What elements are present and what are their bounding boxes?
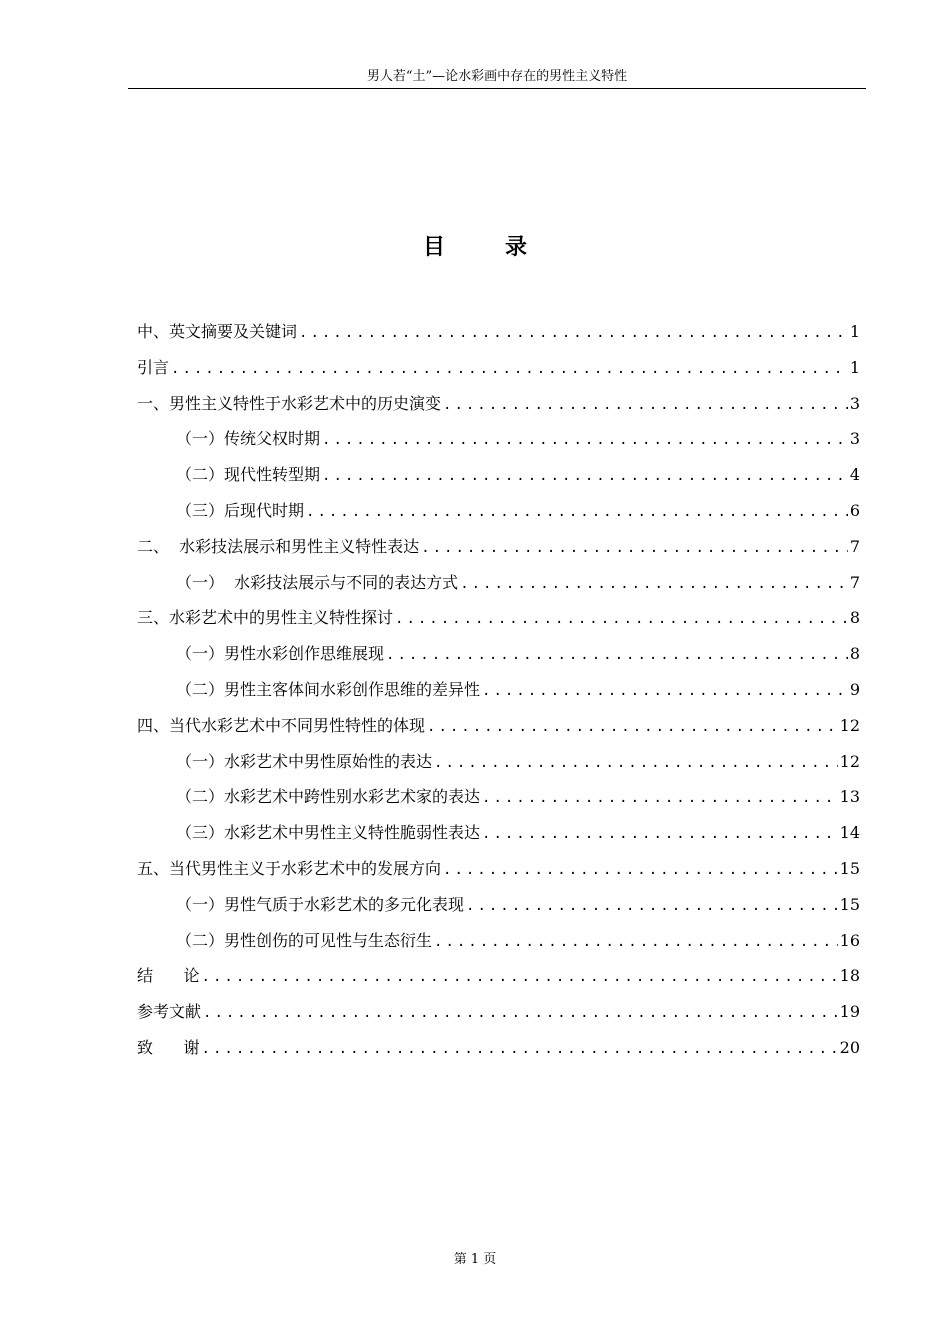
toc-dot-leader xyxy=(443,853,838,889)
toc-entry-label: （一） 水彩技法展示与不同的表达方式 xyxy=(176,572,459,592)
toc-entry-label: （二）男性创伤的可见性与生态衍生 xyxy=(176,930,433,950)
toc-entry[interactable] xyxy=(137,493,860,529)
toc-entry-label: 引言 xyxy=(137,357,170,377)
toc-entry-label: 参考文献 xyxy=(137,1002,202,1022)
toc-entry-page: 13 xyxy=(839,787,860,807)
toc-dot-leader xyxy=(434,746,838,782)
toc-entry-label: （二）男性主客体间水彩创作思维的差异性 xyxy=(176,679,481,699)
toc-entry[interactable] xyxy=(137,600,860,636)
toc-entry-label: 三、水彩艺术中的男性主义特性探讨 xyxy=(137,608,394,628)
toc-entry[interactable] xyxy=(137,994,860,1030)
running-header-title: 男人若“土”—论水彩画中存在的男性主义特性 xyxy=(366,69,628,84)
toc-entry-label: （三）水彩艺术中男性主义特性脆弱性表达 xyxy=(176,823,481,843)
toc-entry-page: 16 xyxy=(839,930,860,950)
toc-entry-label: （一）男性气质于水彩艺术的多元化表现 xyxy=(176,894,465,914)
page-number-label: 第 1 页 xyxy=(453,1252,497,1267)
toc-list xyxy=(137,314,860,1066)
toc-entry-label: （一）男性水彩创作思维展现 xyxy=(176,644,385,664)
toc-entry-page: 4 xyxy=(849,465,860,485)
toc-entry-page: 8 xyxy=(849,644,860,664)
toc-entry-page: 7 xyxy=(849,536,860,556)
toc-dot-leader xyxy=(202,1032,838,1068)
toc-entry[interactable] xyxy=(137,851,860,887)
toc-dot-leader xyxy=(434,925,838,961)
toc-entry[interactable] xyxy=(137,457,860,493)
toc-title-char: 目 xyxy=(422,235,445,260)
toc-dot-leader xyxy=(203,996,838,1032)
toc-entry-page: 8 xyxy=(849,608,860,628)
toc-entry-label: 四、当代水彩艺术中不同男性特性的体现 xyxy=(137,715,426,735)
toc-entry-label: （二）现代性转型期 xyxy=(176,465,321,485)
toc-entry[interactable] xyxy=(137,887,860,923)
toc-dot-leader xyxy=(202,960,838,996)
toc-entry[interactable] xyxy=(137,923,860,959)
toc-entry-page: 19 xyxy=(839,1002,860,1022)
toc-entry-page: 14 xyxy=(839,823,860,843)
toc-dot-leader xyxy=(443,388,848,424)
toc-entry[interactable] xyxy=(137,421,860,457)
toc-entry-page: 12 xyxy=(839,715,860,735)
toc-entry[interactable] xyxy=(137,672,860,708)
toc-entry-label: （二）水彩艺术中跨性别水彩艺术家的表达 xyxy=(176,787,481,807)
toc-entry[interactable] xyxy=(137,779,860,815)
toc-entry[interactable] xyxy=(137,386,860,422)
toc-dot-leader xyxy=(482,817,838,853)
toc-entry-page: 15 xyxy=(839,894,860,914)
toc-entry-label: 结 论 xyxy=(137,966,200,986)
toc-entry-label: （三）后现代时期 xyxy=(176,500,305,520)
toc-entry-page: 3 xyxy=(849,429,860,449)
toc-entry[interactable] xyxy=(137,815,860,851)
toc-entry-page: 1 xyxy=(849,357,860,377)
toc-entry[interactable] xyxy=(137,636,860,672)
toc-entry-page: 12 xyxy=(839,751,860,771)
toc-entry-page: 20 xyxy=(839,1037,860,1057)
toc-entry-label: 一、男性主义特性于水彩艺术中的历史演变 xyxy=(137,393,442,413)
toc-entry-label: 致 谢 xyxy=(137,1037,200,1057)
toc-dot-leader xyxy=(386,638,848,674)
toc-entry[interactable] xyxy=(137,1030,860,1066)
toc-entry-page: 6 xyxy=(849,500,860,520)
toc-entry-page: 18 xyxy=(839,966,860,986)
toc-entry-label: 二、 水彩技法展示和男性主义特性表达 xyxy=(137,536,420,556)
toc-title-char: 录 xyxy=(505,235,528,260)
toc-entry-page: 9 xyxy=(849,679,860,699)
toc-dot-leader xyxy=(395,602,848,638)
toc-dot-leader xyxy=(322,423,848,459)
toc-entry-page: 1 xyxy=(849,322,860,341)
toc-entry[interactable] xyxy=(137,565,860,601)
toc-dot-leader xyxy=(466,889,838,925)
toc-entry-page: 15 xyxy=(839,858,860,878)
toc-entry-page: 7 xyxy=(849,572,860,592)
toc-entry[interactable] xyxy=(137,744,860,780)
toc-dot-leader xyxy=(299,316,848,352)
toc-dot-leader xyxy=(460,567,848,603)
toc-entry[interactable] xyxy=(137,708,860,744)
toc-entry-label: （一）水彩艺术中男性原始性的表达 xyxy=(176,751,433,771)
toc-entry-page: 3 xyxy=(849,393,860,413)
toc-entry-label: （一）传统父权时期 xyxy=(176,429,321,449)
toc-dot-leader xyxy=(482,674,848,710)
toc-dot-leader xyxy=(171,352,848,388)
running-header xyxy=(128,68,866,89)
toc-entry[interactable] xyxy=(137,350,860,386)
toc-entry[interactable] xyxy=(137,314,860,350)
toc-dot-leader xyxy=(306,495,848,531)
toc-entry[interactable] xyxy=(137,958,860,994)
toc-dot-leader xyxy=(427,710,838,746)
page-footer xyxy=(0,1248,950,1267)
toc-entry-label: 五、当代男性主义于水彩艺术中的发展方向 xyxy=(137,858,442,878)
toc-dot-leader xyxy=(421,531,848,567)
toc-entry-label: 中、英文摘要及关键词 xyxy=(137,322,298,341)
toc-dot-leader xyxy=(322,459,848,495)
toc-dot-leader xyxy=(482,781,838,817)
toc-entry[interactable] xyxy=(137,529,860,565)
toc-title xyxy=(0,230,950,261)
